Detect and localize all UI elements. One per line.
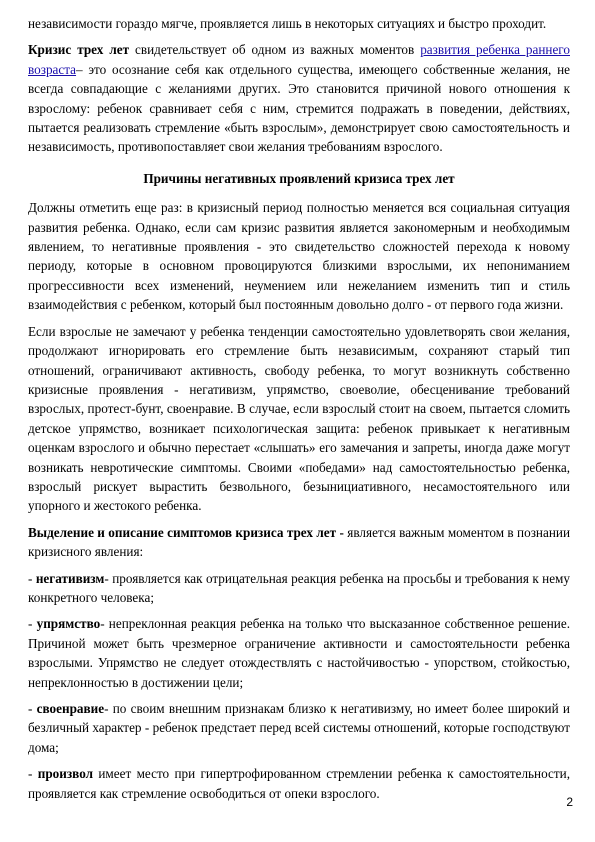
list-item bbox=[28, 764, 570, 803]
paragraph bbox=[28, 198, 570, 314]
paragraph-text: свидетельствует об одном из важных моментов bbox=[129, 42, 421, 58]
bold-term: Выделение и описание симптомов кризиса трех лет - bbox=[28, 524, 344, 540]
paragraph-text: Если взрослые не замечают у ребенка тенденции самостоятельно удовлетворять свои желания, продолжают игнорировать его стремление быть независимым, сохраняют старый тип отношений, ограничивают активность, свободу ребенка, то могут возникнуть собственно кризисные проявления - негативизм, упрямство, своеволие, обесценивание требований взрослых, протест-бунт, своенравие. В случае, если взрослый стоит на своем, пытается сломить детское упрямство, возникает психологическая защита: ребенок привыкает к негативным оценкам взрослого и обычно перестает «слышать» его замечания и запреты, иногда даже могут возникать невротические симптомы. Своими «победами» над самостоятельностью ребенка, взрослый рискует вырастить безвольного, безынициативного, несамостоятельного или упорного и жестокого ребенка. bbox=[28, 323, 570, 514]
bold-term: своенравие bbox=[36, 701, 105, 716]
paragraph-text: - по своим внешним признакам близко к негативизму, но имеет более широкий и безличный характер - ребенок предстает перед всей системы отношений, которые господствуют дома; bbox=[28, 701, 570, 755]
list-dash: - bbox=[28, 570, 36, 586]
paragraph bbox=[28, 523, 570, 562]
bold-term: Кризис трех лет bbox=[28, 42, 130, 58]
paragraph bbox=[28, 14, 570, 33]
document-body bbox=[28, 14, 570, 810]
list-dash: - bbox=[28, 766, 38, 782]
development-link[interactable]: развития ребенка раннего возраста bbox=[28, 42, 570, 77]
paragraph-text: Должны отметить еще раз: в кризисный период полностью меняется вся социальная ситуация развития ребенка. Однако, если сам кризис развития является закономерным и необходимым явлением, то негативные проявления - это свидетельство сложностей перехода к новому периоду, которые в основном провоцируются близкими взрослыми, их непониманием прогрессивности всех изменений, неумением или нежеланием изменить тип и стиль взаимодействия с ребенком, который был постоянным довольно долго - от первого года жизни. bbox=[28, 200, 570, 313]
bold-term: упрямство bbox=[36, 616, 101, 632]
bold-term: произвол bbox=[37, 766, 94, 782]
paragraph bbox=[28, 40, 570, 156]
bold-term: негативизм bbox=[35, 570, 105, 586]
paragraph-text: - проявляется как отрицательная реакция ребенка на просьбы и требования к нему конкретного человека; bbox=[28, 570, 570, 605]
paragraph bbox=[28, 322, 570, 516]
page-number: 2 bbox=[566, 795, 573, 809]
paragraph-text: имеет место при гипертрофированном стремлении ребенка к самостоятельности, проявляется как стремление освободиться от опеки взрослого. bbox=[28, 766, 570, 801]
list-item bbox=[28, 569, 570, 608]
list-dash: - bbox=[28, 616, 37, 632]
list-item bbox=[28, 614, 570, 692]
paragraph-text: - непреклонная реакция ребенка на только что высказанное собственное решение. Причиной может быть чрезмерное ограничение активности и самостоятельности ребенка взрослыми. Упрямство не следует отождествлять с настойчивостью - упорством, стойкостью, непреклонностью в достижении цели; bbox=[28, 616, 570, 690]
paragraph-text: независимости гораздо мягче, проявляется лишь в некоторых ситуациях и быстро проходит. bbox=[28, 16, 547, 31]
section-heading: Причины негативных проявлений кризиса трех лет bbox=[143, 170, 455, 186]
paragraph-text: – это осознание себя как отдельного существа, имеющего собственные желания, не всегда совпадающие с желаниями других. Это становится причиной нового отношения к взрослому: ребенок сравнивает себя с ним, стремится подражать в поведении, действиях, пытается реализовать стремление «быть взрослым», демонстрирует свою самостоятельность и независимость, противопоставляет свои желания требованиям взрослого. bbox=[28, 61, 570, 155]
list-item bbox=[28, 699, 570, 757]
paragraph-text: является важным моментом в познании кризисного явления: bbox=[28, 524, 570, 560]
list-dash: - bbox=[28, 701, 37, 716]
